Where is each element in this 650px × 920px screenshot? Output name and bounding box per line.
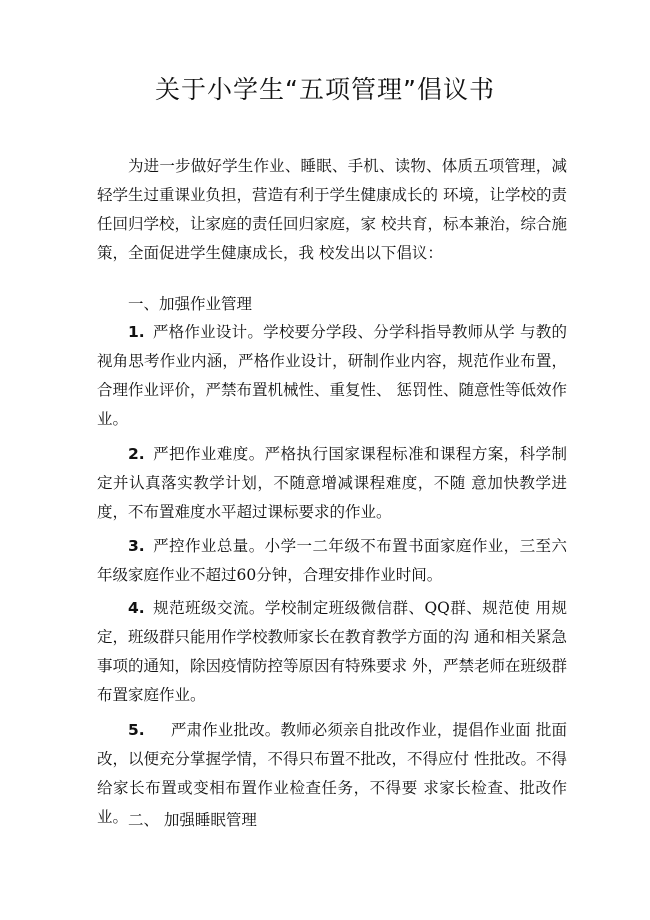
list-item [97, 532, 567, 590]
intro-paragraph: 为进一步做好学生作业、睡眠、手机、读物、体质五项管理，减轻学生过重课业负担，营造有利于学生健康成长的 环境，让学校的责任回归学校，让家庭的责任回归家庭，家 校共育，标本兼治，综合施策，全面促进学生健康成长，我 校发出以下倡议： [97, 157, 567, 262]
list-item [97, 440, 567, 527]
item-number: 3. [128, 537, 145, 555]
document-title: 关于小学生“五项管理”倡议书 [155, 75, 495, 104]
list-item [97, 318, 567, 434]
item-text: 严控作业总量。小学一二年级不布置书面家庭作业，三至六年级家庭作业不超过60分钟，合理安排作业时间。 [97, 537, 567, 584]
item-text: 严把作业难度。严格执行国家课程标准和课程方案，科学制定并认真落实教学计划，不随意增减课程难度，不随 意加快教学进度，不布置难度水平超过课标要求的作业。 [97, 445, 567, 521]
section-heading-homework: 一、加强作业管理 [128, 295, 253, 313]
item-number: 5. [128, 721, 145, 739]
item-text: 规范班级交流。学校制定班级微信群、QQ群、规范使 用规定，班级群只能用作学校教师家长在教育教学方面的沟 通和相关紧急事项的通知，除因疫情防控等原因有特殊要求 外，严禁老师在班级群布置家庭作业。 [97, 599, 567, 704]
item-number: 4. [128, 599, 145, 617]
item-number: 2. [128, 445, 145, 463]
list-item [97, 594, 567, 710]
section-heading-sleep: 二、 加强睡眠管理 [128, 811, 257, 829]
item-text: 严格作业设计。学校要分学段、分学科指导教师从学 与教的视角思考作业内涵，严格作业设计，研制作业内容，规范作业布置，合理作业评价，严禁布置机械性、重复性、 惩罚性、随意性等低效作业。 [97, 323, 567, 428]
item-number: 1. [128, 323, 145, 341]
item-text: 严肃作业批改。教师必须亲自批改作业，提倡作业面 批面改，以便充分掌握学情，不得只布置不批改，不得应付 性批改。不得给家长布置或变相布置作业检查任务，不得要 求家长检查、批改作业。 [97, 721, 567, 826]
